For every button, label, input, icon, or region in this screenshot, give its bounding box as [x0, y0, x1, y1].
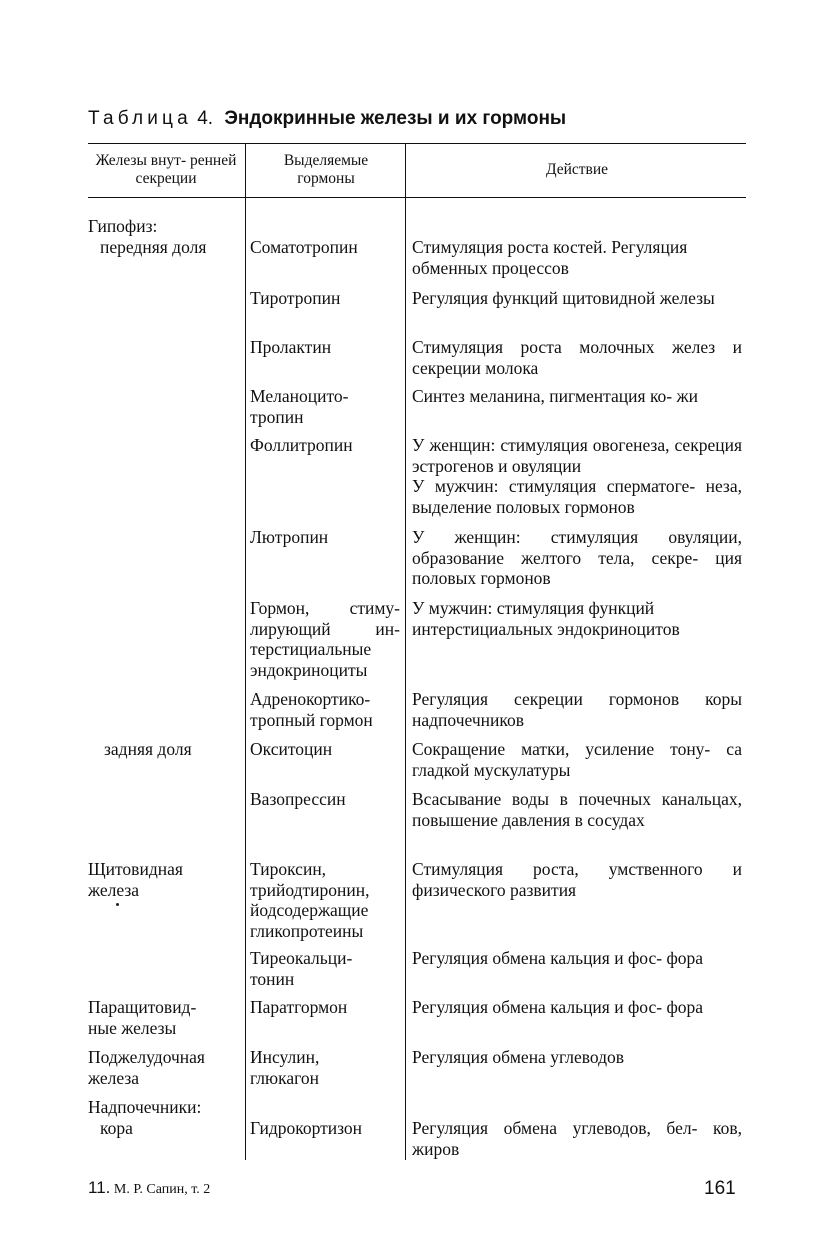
hormone-cell: Гормон, стиму- лирующий ин- терстициальные эндокриноциты [250, 598, 400, 680]
hormone-cell: Паратгормон [250, 997, 348, 1017]
gland-cell: Поджелудочная железа [88, 1047, 205, 1088]
hormone-cell: Тиротропин [250, 288, 341, 308]
hormone-cell: Тироксин, трийодтиронин, йодсодержащие гликопротеины [250, 859, 370, 941]
header-action: Действие [545, 161, 609, 178]
table-top-rule [88, 143, 746, 144]
table-header-rule [88, 197, 746, 198]
action-cell: Стимуляция роста костей. Регуляция обменных процессов [412, 237, 688, 278]
hormone-cell: Тиреокальци- тонин [250, 948, 353, 989]
action-cell: У женщин: стимуляция овогенеза, секреция эстрогенов и овуляции [412, 435, 742, 476]
hormone-cell: Вазопрессин [250, 789, 346, 809]
action-cell: Стимуляция роста, умственного и физического развития [412, 859, 742, 900]
column-divider-1 [245, 143, 246, 1160]
action-cell: Всасывание воды в почечных канальцах, повышение давления в сосудах [412, 789, 742, 830]
hormone-cell: Пролактин [250, 337, 332, 357]
gland-cell: задняя доля [104, 739, 192, 759]
action-cell: Сокращение матки, усиление тону- са гладкой мускулатуры [412, 739, 742, 780]
sheet-text: М. Р. Сапин, т. 2 [113, 1182, 211, 1197]
hormone-cell: Гидрокортизон [250, 1118, 363, 1138]
header-glands: Железы внут- ренней секреции [95, 152, 237, 187]
action-cell: У мужчин: стимуляция сперматоге- неза, выделение половых гормонов [412, 476, 742, 517]
action-cell: У мужчин: стимуляция функций интерстициальных эндокриноцитов [412, 598, 680, 639]
caption-label: Таблица [88, 108, 192, 129]
gland-cell: Щитовидная железа [88, 859, 183, 900]
column-divider-2 [405, 143, 406, 1160]
footer-signature [88, 1178, 210, 1198]
caption-number: 4. [197, 108, 214, 129]
gland-cell: Гипофиз: [88, 216, 158, 236]
gland-cell: передняя доля [100, 237, 207, 257]
hormone-cell: Лютропин [250, 527, 329, 547]
gland-cell: кора [100, 1118, 133, 1138]
action-cell: Стимуляция роста молочных желез и секреции молока [412, 337, 742, 378]
action-cell: У женщин: стимуляция овуляции, образование желтого тела, секре- ция половых гормонов [412, 527, 742, 588]
gland-cell: Надпочечники: [88, 1097, 202, 1117]
caption-title: Эндокринные железы и их гормоны [224, 108, 567, 129]
header-hormones: Выделяемые гормоны [283, 152, 369, 187]
hormone-cell: Инсулин, глюкагон [250, 1047, 320, 1088]
action-cell: Регуляция обмена углеводов [412, 1047, 625, 1067]
action-cell: Синтез меланина, пигментация ко- жи [412, 386, 698, 406]
hormone-cell: Окситоцин [250, 739, 333, 759]
hormone-cell: Фоллитропин [250, 435, 353, 455]
hormone-cell: Соматотропин [250, 237, 358, 257]
hormone-cell: Меланоцито- тропин [250, 386, 349, 427]
action-cell: Регуляция секреции гормонов коры надпочечников [412, 689, 742, 730]
table-caption [88, 108, 566, 130]
action-cell: Регуляция обмена углеводов, бел- ков, жиров [412, 1118, 742, 1159]
dot-mark [116, 903, 119, 906]
action-cell: Регуляция обмена кальция и фос- фора [412, 997, 704, 1017]
gland-cell: Паращитовид- ные железы [88, 997, 197, 1038]
hormone-cell: Адренокортико- тропный гормон [250, 689, 373, 730]
action-cell: Регуляция обмена кальция и фос- фора [412, 948, 704, 968]
page-number: 161 [704, 1178, 736, 1199]
action-cell: Регуляция функций щитовидной железы [412, 288, 715, 308]
sheet-number: 11. [88, 1178, 111, 1197]
